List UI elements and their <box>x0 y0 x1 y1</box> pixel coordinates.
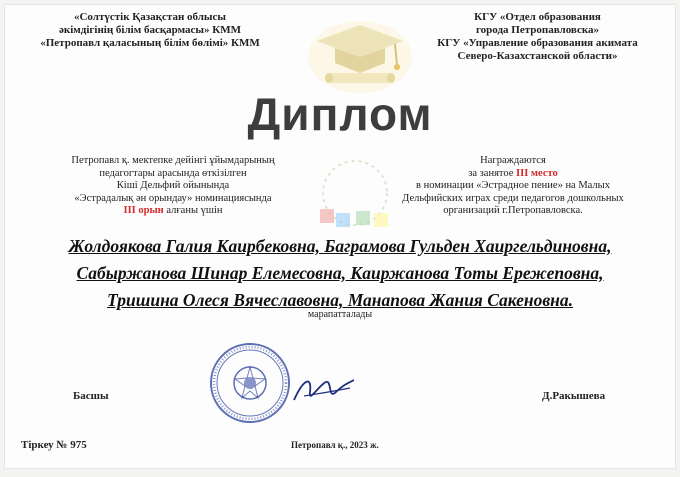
official-seal-icon <box>209 342 291 424</box>
diploma <box>4 4 676 469</box>
header-left-line1: «Солтүстік Қазақстан облысы <box>73 11 226 23</box>
intro-left-line5-rest: алғаны үшін <box>163 205 223 216</box>
names-line2: Сабыржанова Шинар Елемесовна, Каиржанова Тоты Ережеповна, <box>76 263 604 283</box>
place-highlight-kz: III орын <box>123 205 164 216</box>
header-right-line3: КГУ «Управление образования акимата <box>437 37 638 49</box>
signature <box>290 370 358 410</box>
place-highlight-ru: III место <box>516 167 558 179</box>
awarded-text: марапатталады <box>307 309 373 320</box>
graduation-cap-scroll-icon <box>305 17 415 97</box>
intro-right-line1: Награждаются <box>480 155 546 166</box>
header-left <box>35 11 265 50</box>
header-right-line1: КГУ «Отдел образования <box>474 11 601 23</box>
intro-right-line2-pre: за занятое <box>468 167 517 179</box>
city-date: Петропавл қ., 2023 ж. <box>291 440 379 450</box>
intro-left-line2: педагогтары арасында өткізілген <box>99 167 247 179</box>
diploma-title: Диплом <box>247 88 433 140</box>
header-left-line3: «Петропавл қаласының білім бөлімі» КММ <box>40 37 260 49</box>
intro-kazakh <box>53 155 293 218</box>
chief-label: Басшы <box>73 390 109 402</box>
header-right <box>425 11 650 63</box>
intro-left-line4: «Эстрадалық ән орындау» номинациясында <box>74 192 272 204</box>
intro-left-line5 <box>53 205 293 218</box>
intro-left-line3: Кіші Дельфий ойынында <box>116 180 230 191</box>
names-line1: Жолдоякова Галия Каирбековна, Баграмова Гульден Хаиргельдиновна, <box>68 236 612 256</box>
signer-name: Д.Ракышева <box>542 390 606 402</box>
header-right-line4: Северо-Казахстанской области» <box>457 50 618 62</box>
registration-number: Тіркеу № 975 <box>21 439 87 451</box>
intro-right-line3: в номинации «Эстрадное пение» на Малых <box>416 180 610 191</box>
intro-right-line5: организаций г.Петропавловска. <box>443 205 583 216</box>
header-right-line2: города Петропавловска» <box>475 24 600 36</box>
intro-russian <box>383 155 643 218</box>
names-line3: Тришина Олеся Вячеславовна, Манапова Жания Сакеновна. <box>107 290 573 310</box>
intro-right-line2 <box>383 168 643 181</box>
header-left-line2: әкімдігінің білім басқармасы» КММ <box>59 24 241 36</box>
intro-left-line1: Петропавл қ. мектепке дейінгі ұйымдарының <box>71 155 275 166</box>
awardee-names <box>5 233 675 314</box>
intro-right-line4: Дельфийских играх среди педагогов дошкольных <box>402 192 624 204</box>
